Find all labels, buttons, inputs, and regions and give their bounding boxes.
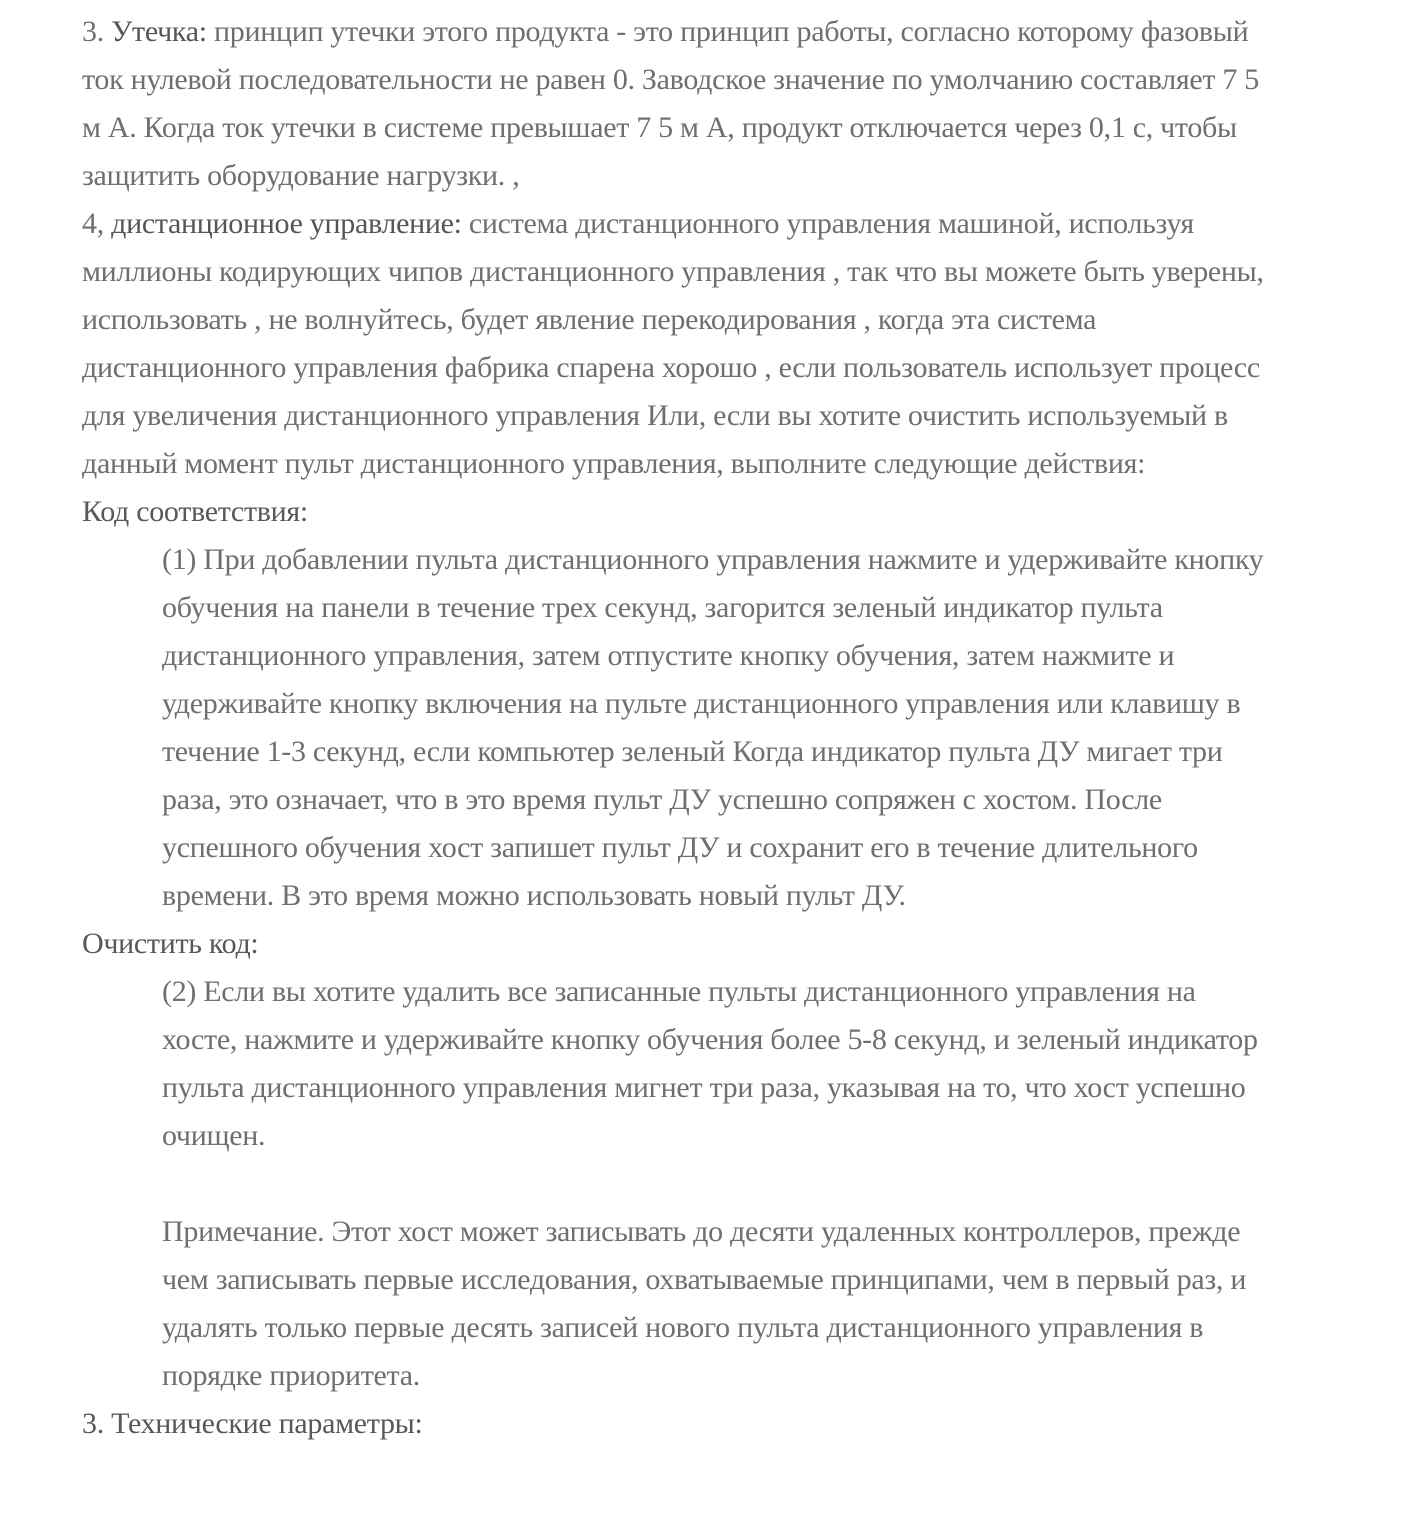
- leak-heading: Утечка:: [111, 15, 207, 48]
- tech-params-title: 3. Технические параметры:: [82, 1407, 423, 1440]
- remote-text: система дистанционного управления машиной, используя миллионы кодирующих чипов дистанционного управления , так что вы можете быть уверены, использовать , не волнуйтесь, будет явление перекодирования , когда эта система дистанционного управления фабрика спарена хорошо , если пользователь использует процесс для увеличения дистанционного управления Или, если вы хотите очистить используемый в данный момент пульт дистанционного управления, выполните следующие действия:: [82, 207, 1264, 480]
- leak-text: принцип утечки этого продукта - это принцип работы, согласно которому фазовый ток нулевой последовательности не равен 0. Заводское значение по умолчанию составляет 7 5 м A. Когда ток утечки в системе превышает 7 5 м A, продукт отключается через 0,1 с, чтобы защитить оборудование нагрузки. ,: [82, 15, 1259, 192]
- clear-code-text: (2) Если вы хотите удалить все записанные пульты дистанционного управления на хосте, нажмите и удерживайте кнопку обучения более 5-8 секунд, и зеленый индикатор пульта дистанционного управления мигнет три раза, указывая на то, что хост успешно очищен.: [162, 975, 1258, 1152]
- remote-number: 4,: [82, 207, 112, 240]
- match-code-title: Код соответствия:: [82, 495, 308, 528]
- blank-line: [82, 1160, 1272, 1208]
- document-body: [82, 8, 1272, 1448]
- leak-paragraph: [82, 8, 1272, 200]
- leak-number: 3.: [82, 15, 112, 48]
- remote-control-paragraph: [82, 200, 1272, 488]
- match-code-text: (1) При добавлении пульта дистанционного управления нажмите и удерживайте кнопку обучения на панели в течение трех секунд, загорится зеленый индикатор пульта дистанционного управления, затем отпустите кнопку обучения, затем нажмите и удерживайте кнопку включения на пульте дистанционного управления или клавишу в течение 1-3 секунд, если компьютер зеленый Когда индикатор пульта ДУ мигает три раза, это означает, что в это время пульт ДУ успешно сопряжен с хостом. После успешного обучения хост запишет пульт ДУ и сохранит его в течение длительного времени. В это время можно использовать новый пульт ДУ.: [162, 543, 1264, 912]
- remote-heading: дистанционное управление:: [111, 207, 462, 240]
- note-text: Примечание. Этот хост может записывать до десяти удаленных контроллеров, прежде чем записывать первые исследования, охватываемые принципами, чем в первый раз, и удалять только первые десять записей нового пульта дистанционного управления в порядке приоритета.: [162, 1215, 1247, 1392]
- clear-code-title: Очистить код:: [82, 927, 259, 960]
